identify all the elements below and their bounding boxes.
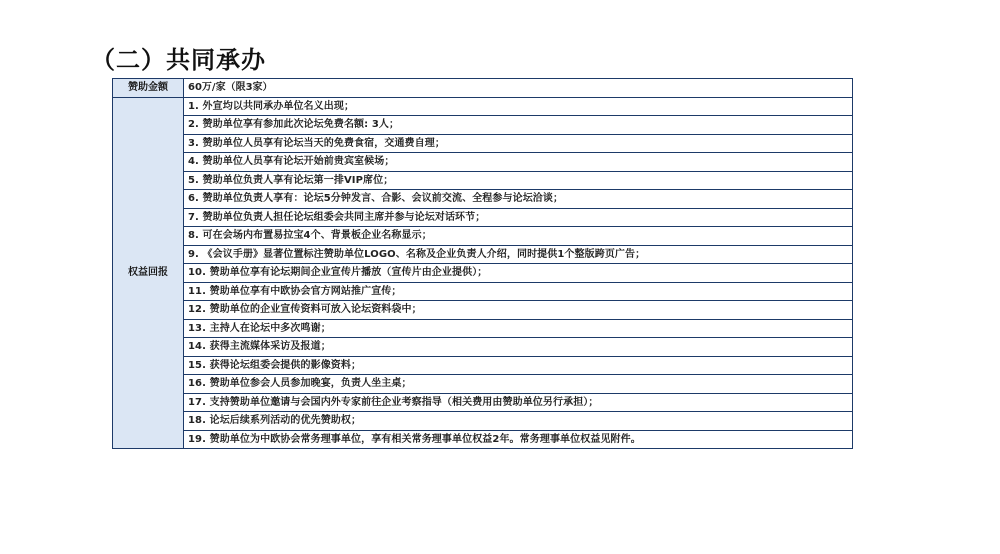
rights-item: 6. 赞助单位负责人享有：论坛5分钟发言、合影、会议前交流、全程参与论坛洽谈； [184, 190, 853, 209]
rights-row [113, 430, 853, 449]
rights-item: 15. 获得论坛组委会提供的影像资料； [184, 356, 853, 375]
rights-item: 8. 可在会场内布置易拉宝4个、背景板企业名称显示； [184, 227, 853, 246]
section-title: （二）共同承办 [91, 46, 266, 74]
rights-row [113, 412, 853, 431]
rights-item: 17. 支持赞助单位邀请与会国内外专家前往企业考察指导（相关费用由赞助单位另行承担）； [184, 393, 853, 412]
rights-item: 16. 赞助单位参会人员参加晚宴，负责人坐主桌； [184, 375, 853, 394]
rights-row [113, 153, 853, 172]
rights-item: 13. 主持人在论坛中多次鸣谢； [184, 319, 853, 338]
rights-row [113, 264, 853, 283]
sponsorship-table [112, 78, 853, 449]
amount-label: 赞助金额 [113, 79, 184, 98]
rights-item: 12. 赞助单位的企业宣传资料可放入论坛资料袋中； [184, 301, 853, 320]
rights-item: 14. 获得主流媒体采访及报道； [184, 338, 853, 357]
rights-row [113, 375, 853, 394]
amount-row [113, 79, 853, 98]
rights-item: 4. 赞助单位人员享有论坛开始前贵宾室候场； [184, 153, 853, 172]
rights-row [113, 190, 853, 209]
rights-row [113, 134, 853, 153]
rights-item: 3. 赞助单位人员享有论坛当天的免费食宿，交通费自理； [184, 134, 853, 153]
rights-item: 2. 赞助单位享有参加此次论坛免费名额: 3人； [184, 116, 853, 135]
rights-row [113, 282, 853, 301]
rights-item: 7. 赞助单位负责人担任论坛组委会共同主席并参与论坛对话环节； [184, 208, 853, 227]
rights-row [113, 393, 853, 412]
rights-item: 19. 赞助单位为中欧协会常务理事单位，享有相关常务理事单位权益2年。常务理事单位权益见附件。 [184, 430, 853, 449]
rights-row [113, 301, 853, 320]
rights-row [113, 338, 853, 357]
rights-row [113, 208, 853, 227]
rights-row [113, 356, 853, 375]
rights-row [113, 171, 853, 190]
rights-item: 9. 《会议手册》显著位置标注赞助单位LOGO、名称及企业负责人介绍，同时提供1个整版跨页广告； [184, 245, 853, 264]
rights-row [113, 116, 853, 135]
rights-item: 1. 外宣均以共同承办单位名义出现； [184, 97, 853, 116]
rights-item: 5. 赞助单位负责人享有论坛第一排VIP席位； [184, 171, 853, 190]
rights-item: 18. 论坛后续系列活动的优先赞助权； [184, 412, 853, 431]
rights-row [113, 227, 853, 246]
rights-row [113, 245, 853, 264]
rights-item: 10. 赞助单位享有论坛期间企业宣传片播放（宣传片由企业提供）； [184, 264, 853, 283]
rights-row [113, 97, 853, 116]
amount-value: 60万/家（限3家） [184, 79, 853, 98]
rights-item: 11. 赞助单位享有中欧协会官方网站推广宣传； [184, 282, 853, 301]
rights-label: 权益回报 [113, 97, 184, 449]
rights-row [113, 319, 853, 338]
